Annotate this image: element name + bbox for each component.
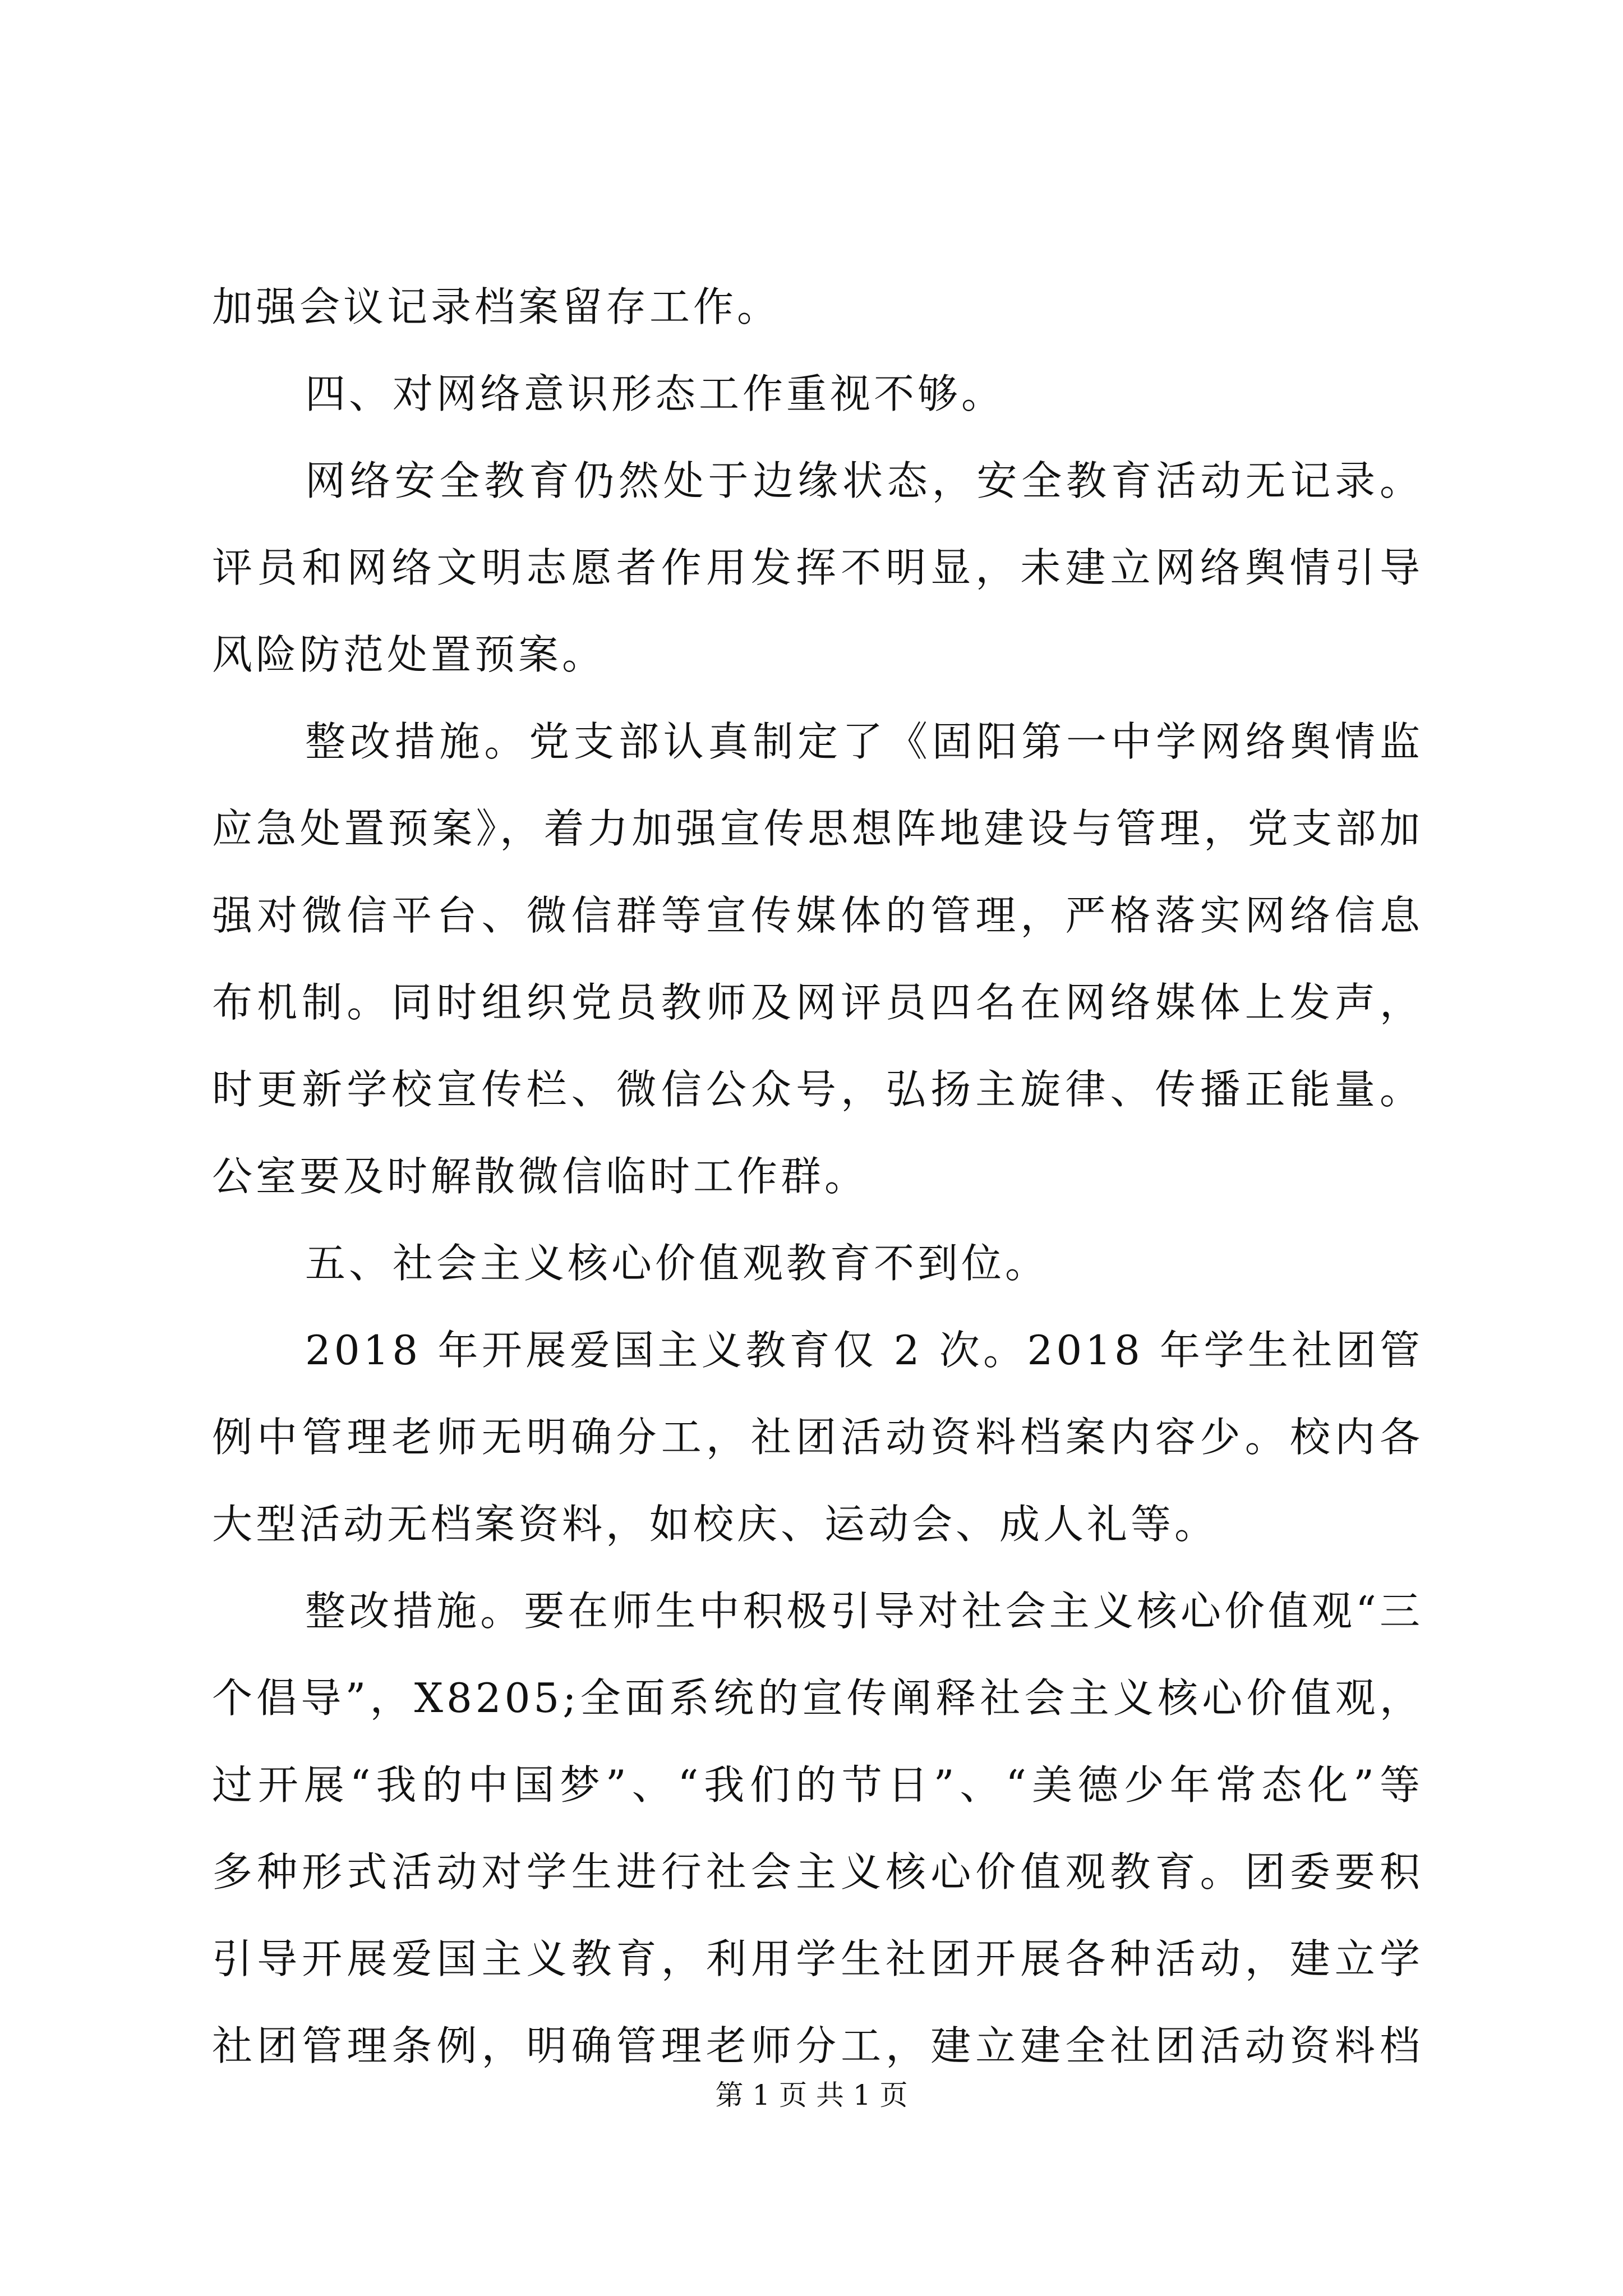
paragraph-line: 社团管理条例，明确管理老师分工，建立建全社团活动资料档 bbox=[212, 2022, 1423, 2069]
paragraph-line: 整改措施。党支部认真制定了《固阳第一中学网络舆情监 bbox=[305, 718, 1423, 765]
section-heading: 四、对网络意识形态工作重视不够。 bbox=[305, 370, 1006, 417]
paragraph-line: 个倡导”，X8205;全面系统的宣传阐释社会主义核心价值观， bbox=[212, 1674, 1423, 1722]
paragraph-line: 例中管理老师无明确分工，社团活动资料档案内容少。校内各 bbox=[212, 1414, 1423, 1461]
paragraph-line: 强对微信平台、微信群等宣传媒体的管理，严格落实网络信息 bbox=[212, 892, 1423, 939]
page-number-footer: 第 1 页 共 1 页 bbox=[715, 2079, 908, 2111]
paragraph-line: 公室要及时解散微信临时工作群。 bbox=[212, 1153, 869, 1200]
section-heading: 五、社会主义核心价值观教育不到位。 bbox=[305, 1240, 1049, 1287]
document-body bbox=[212, 264, 1423, 2090]
paragraph-line: 整改措施。要在师生中积极引导对社会主义核心价值观“三 bbox=[305, 1588, 1423, 1635]
paragraph-line: 大型活动无档案资料，如校庆、运动会、成人礼等。 bbox=[212, 1501, 1219, 1548]
paragraph-line: 评员和网络文明志愿者作用发挥不明显，未建立网络舆情引导 bbox=[212, 544, 1423, 591]
paragraph-line: 应急处置预案》，着力加强宣传思想阵地建设与管理，党支部加 bbox=[212, 805, 1423, 852]
paragraph-line: 加强会议记录档案留存工作。 bbox=[212, 283, 781, 330]
paragraph-line: 2018 年开展爱国主义教育仅 2 次。2018 年学生社团管 bbox=[305, 1327, 1423, 1374]
paragraph-line: 时更新学校宣传栏、微信公众号，弘扬主旋律、传播正能量。 bbox=[212, 1066, 1423, 1113]
paragraph-line: 多种形式活动对学生进行社会主义核心价值观教育。团委要积 bbox=[212, 1848, 1423, 1895]
paragraph-line: 引导开展爱国主义教育，利用学生社团开展各种活动，建立学 bbox=[212, 1935, 1423, 1982]
paragraph-line: 风险防范处置预案。 bbox=[212, 631, 606, 678]
paragraph-line: 过开展“我的中国梦”、“我们的节日”、“美德少年常态化”等 bbox=[212, 1761, 1423, 1809]
paragraph-line: 布机制。同时组织党员教师及网评员四名在网络媒体上发声， bbox=[212, 979, 1423, 1026]
paragraph-line: 网络安全教育仍然处于边缘状态，安全教育活动无记录。 bbox=[305, 457, 1423, 504]
